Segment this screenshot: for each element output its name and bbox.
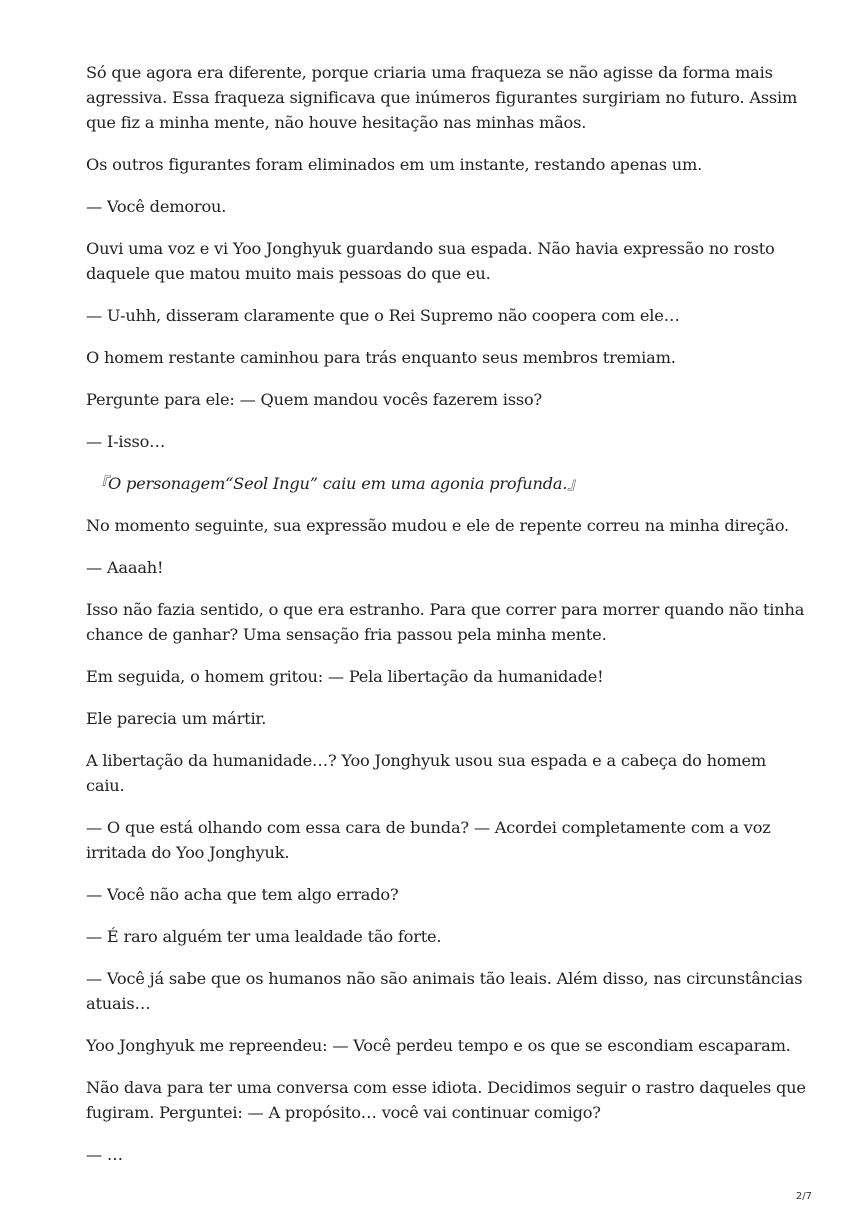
paragraph-17: — Você não acha que tem algo errado? — [86, 885, 399, 904]
paragraph-3: — Você demorou. — [86, 197, 227, 216]
paragraph-13: Em seguida, o homem gritou: — Pela libertação da humanidade! — [86, 667, 604, 686]
paragraph-1: Só que agora era diferente, porque criaria uma fraqueza se não agisse da forma mais agressiva. Essa fraqueza significava que inúmeros figurantes surgiriam no futuro. Assim que fiz a minha mente, não houve hesitação nas minhas mãos. — [86, 63, 798, 132]
paragraph-8: — I-isso… — [86, 432, 166, 451]
paragraph-14: Ele parecia um mártir. — [86, 709, 267, 728]
paragraph-4: Ouvi uma voz e vi Yoo Jonghyuk guardando sua espada. Não havia expressão no rosto daquele que matou muito mais pessoas do que eu. — [86, 239, 775, 283]
paragraph-7: Pergunte para ele: — Quem mandou vocês fazerem isso? — [86, 390, 542, 409]
paragraph-20: Yoo Jonghyuk me repreendeu: — Você perdeu tempo e os que se escondiam escaparam. — [86, 1036, 791, 1055]
paragraph-12: Isso não fazia sentido, o que era estranho. Para que correr para morrer quando não tinha chance de ganhar? Uma sensação fria passou pela minha mente. — [86, 600, 805, 644]
paragraph-11: — Aaaah! — [86, 558, 164, 577]
document-page — [86, 60, 806, 1184]
paragraph-19: — Você já sabe que os humanos não são animais tão leais. Além disso, nas circunstâncias atuais… — [86, 969, 803, 1013]
paragraph-6: O homem restante caminhou para trás enquanto seus membros tremiam. — [86, 348, 676, 367]
system-message: 『O personagem“Seol Ingu” caiu em uma agonia profunda.』 — [92, 474, 584, 493]
paragraph-21: Não dava para ter uma conversa com esse idiota. Decidimos seguir o rastro daqueles que fugiram. Perguntei: — A propósito… você vai continuar comigo? — [86, 1078, 806, 1122]
paragraph-22: — … — [86, 1145, 123, 1164]
page-number: 2/7 — [795, 1191, 812, 1202]
paragraph-10: No momento seguinte, sua expressão mudou e ele de repente correu na minha direção. — [86, 516, 789, 535]
paragraph-5: — U-uhh, disseram claramente que o Rei Supremo não coopera com ele… — [86, 306, 680, 325]
paragraph-18: — É raro alguém ter uma lealdade tão forte. — [86, 927, 442, 946]
paragraph-16: — O que está olhando com essa cara de bunda? — Acordei completamente com a voz irritada do Yoo Jonghyuk. — [86, 818, 771, 862]
paragraph-2: Os outros figurantes foram eliminados em um instante, restando apenas um. — [86, 155, 703, 174]
paragraph-15: A libertação da humanidade…? Yoo Jonghyuk usou sua espada e a cabeça do homem caiu. — [86, 751, 767, 795]
